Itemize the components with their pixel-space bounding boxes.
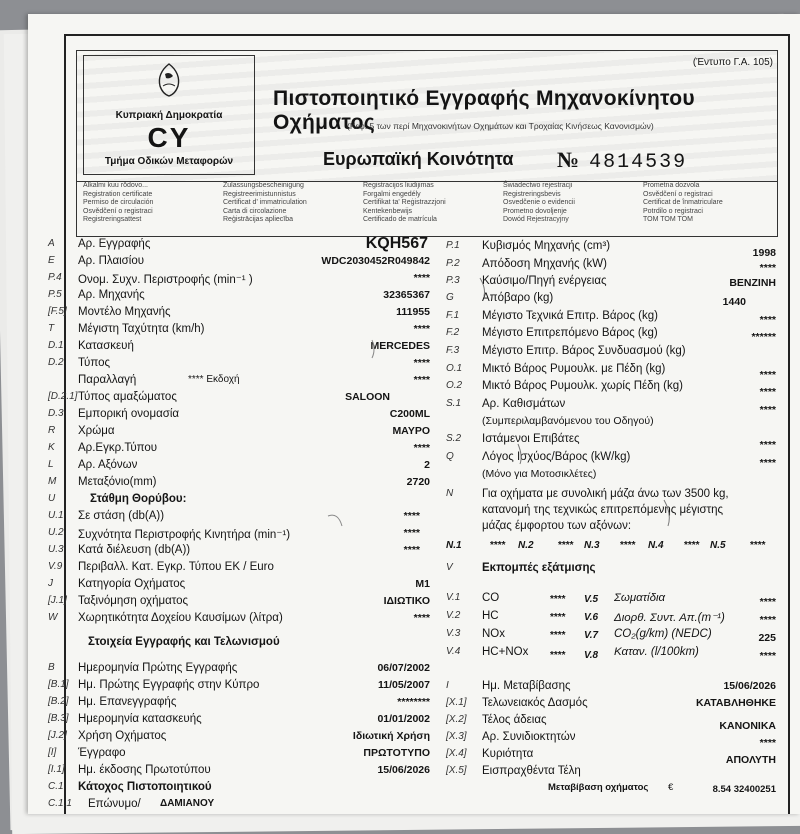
- registration-section-heading: Στοιχεία Εγγραφής και Τελωνισμού: [88, 636, 280, 648]
- axle-value: ****: [490, 540, 506, 551]
- registration-number: KQH567: [365, 235, 428, 252]
- field-label: Ημ. Μεταβίβασης: [482, 680, 571, 692]
- field-code: V.3: [446, 628, 461, 639]
- field-label: Μέγιστο Τεχνικά Επιτρ. Βάρος (kg): [482, 310, 658, 322]
- issuing-country: Κυπριακή Δημοκρατία: [115, 110, 223, 121]
- field-label: Μέγιστο Επιτρεπόμενο Βάρος (kg): [482, 327, 658, 339]
- field-value: ΙΔΙΩΤΙΚΟ: [383, 595, 430, 607]
- field-code: J: [48, 578, 53, 589]
- n-note-line: μάζας έμφορτου των αξόνων:: [482, 520, 632, 532]
- field-value: 01/01/2002: [377, 713, 430, 725]
- field-code: P.4: [48, 272, 62, 283]
- field-label: Εισπραχθέντα Τέλη: [482, 765, 581, 777]
- field-code: V.1: [446, 592, 461, 603]
- field-label: Χρώμα: [78, 425, 115, 437]
- field-label: Μεταξόνιο(mm): [78, 476, 157, 488]
- lang-text: Prometna dozvola: [643, 182, 700, 189]
- field-code: O.1: [446, 363, 463, 374]
- field-value: ****: [413, 612, 430, 624]
- field-code: [I.1]: [48, 764, 65, 775]
- certificate-number-value: 4814539: [589, 151, 688, 174]
- field-code: [X.5]: [446, 765, 467, 776]
- n-note-line: Για οχήματα με συνολική μάζα άνω των 3500 kg,: [482, 488, 729, 500]
- field-label: Απόβαρο (kg): [482, 292, 554, 304]
- lang-text: Kentekenbewijs: [363, 207, 413, 215]
- section-label-noise: Στάθμη Θορύβου:: [90, 493, 187, 505]
- field-code: W: [48, 612, 58, 623]
- field-label: Κατηγορία Οχήματος: [78, 578, 186, 590]
- field-label: Εμπορική ονομασία: [78, 408, 180, 420]
- field-value: 15/06/2026: [377, 764, 430, 776]
- lang-text: TOM TOM TOM: [643, 216, 693, 224]
- field-code: [J.1]: [48, 595, 67, 606]
- field-code: M: [48, 476, 57, 487]
- lang-text: Certificat de înmatriculare: [643, 199, 723, 207]
- field-value: C200ML: [389, 408, 430, 420]
- field-code: B: [48, 662, 55, 673]
- field-code: [X.3]: [446, 731, 467, 742]
- lang-text: Dowód Rejestracyjny: [503, 216, 569, 224]
- axle-code: N.3: [584, 540, 600, 551]
- field-label: Χρήση Οχήματος: [78, 730, 167, 742]
- field-label: Ημερομηνία Πρώτης Εγγραφής: [78, 662, 238, 674]
- field-code: V.7: [584, 630, 599, 641]
- axle-value: ****: [558, 540, 574, 551]
- handwritten-marks: [28, 14, 800, 814]
- lang-text: Zulassungsbescheinigung: [223, 182, 304, 189]
- field-code: P.5: [48, 289, 62, 300]
- field-code: [X.1]: [446, 697, 467, 708]
- field-label: Κατά διέλευση (db(A)): [78, 544, 191, 556]
- field-code: V.5: [584, 594, 599, 605]
- field-value: ****: [403, 527, 420, 539]
- field-code: K: [48, 442, 55, 453]
- field-value: MERCEDES: [370, 340, 430, 352]
- lang-text: Certificat d' immatriculation: [223, 199, 307, 207]
- field-label: Περιβαλλ. Κατ. Εγκρ. Τύπου ΕΚ / Euro: [78, 561, 274, 573]
- field-label: Τύπος: [78, 357, 111, 369]
- field-value: ΑΠΟΛΥΤΗ: [725, 754, 776, 766]
- field-code: S.1: [446, 398, 462, 409]
- lang-text: Certificado de matrícula: [363, 216, 437, 224]
- field-value: ****: [413, 272, 430, 284]
- field-label: Ονομ. Συχν. Περιστροφής (min⁻¹ ): [78, 274, 253, 286]
- field-label: Ημ. Επανεγγραφής: [78, 696, 177, 708]
- field-code: U: [48, 493, 56, 504]
- field-value: 111955: [396, 306, 430, 318]
- n-note-line: κατανομή της τεχνικώς επιτρεπόμενης μέγιστης: [482, 504, 724, 516]
- field-label: Μικτό Βάρος Ρυμουλκ. χωρίς Πέδη (kg): [482, 380, 683, 392]
- field-code: S.2: [446, 433, 462, 444]
- field-value: ΚΑΝΟΝΙΚΑ: [719, 720, 776, 732]
- axle-value: ****: [620, 540, 636, 551]
- field-value: ****: [550, 612, 566, 623]
- field-code: N: [446, 488, 454, 499]
- field-label: Απόδοση Μηχανής (kW): [482, 258, 607, 270]
- field-code: [J.2]: [48, 730, 67, 741]
- field-value: ****: [759, 369, 776, 381]
- lang-text: Permiso de circulación: [83, 199, 154, 207]
- field-label: Αρ. Συνιδιοκτητών: [482, 731, 576, 743]
- field-label: Ταξινόμηση οχήματος: [78, 595, 189, 607]
- field-value: ****: [550, 594, 566, 605]
- field-code: [D.2.1]: [48, 391, 78, 402]
- field-code: D.3: [48, 408, 64, 419]
- field-value: ********: [397, 696, 430, 708]
- field-value: ****: [759, 262, 776, 274]
- field-label: Καύσιμο/Πηγή ενέργειας: [482, 275, 607, 287]
- field-label: Σωματίδια: [614, 592, 666, 604]
- axle-code: N.1: [446, 540, 462, 551]
- field-code: O.2: [446, 380, 463, 391]
- field-code: U.2: [48, 527, 64, 538]
- field-code: V.4: [446, 646, 461, 657]
- lang-text: Osvědčení o registraci: [83, 207, 153, 215]
- lang-text: Świadectwo rejestracji: [503, 182, 573, 189]
- field-label: Ημερομηνία κατασκευής: [78, 713, 202, 725]
- lang-text: Reģistrācijas apliecība: [223, 216, 294, 224]
- lang-text: Potrdilo o registraci: [643, 207, 703, 215]
- axle-code: N.4: [648, 540, 664, 551]
- field-code: C.1: [48, 781, 64, 792]
- holder-surname: ΔΑΜΙΑΝΟΥ: [160, 798, 215, 809]
- field-label: Ημ. Πρώτης Εγγραφής στην Κύπρο: [78, 679, 260, 691]
- field-code: F.3: [446, 345, 460, 356]
- axle-code: N.2: [518, 540, 534, 551]
- field-value: 225: [758, 632, 776, 644]
- field-label: Αρ. Καθισμάτων: [482, 398, 566, 410]
- axle-code: N.5: [710, 540, 726, 551]
- field-label: Τέλος άδειας: [482, 714, 547, 726]
- field-label: Μοντέλο Μηχανής: [78, 306, 171, 318]
- field-code: Q: [446, 451, 454, 462]
- field-code: C.1.1: [48, 798, 72, 809]
- field-value: ****: [413, 323, 430, 335]
- field-code: [B.1]: [48, 679, 69, 690]
- field-label: Έγγραφο: [78, 747, 126, 759]
- field-label: NOx: [482, 628, 505, 640]
- field-label: Αρ.Εγκρ.Τύπου: [78, 442, 158, 454]
- field-label: Κυριότητα: [482, 748, 534, 760]
- field-value: 11/05/2007: [378, 679, 430, 691]
- field-code: P.2: [446, 258, 460, 269]
- field-label: Ημ. έκδοσης Πρωτοτύπου: [78, 764, 211, 776]
- field-label: Διορθ. Συντ. Απ.(m⁻¹): [614, 612, 725, 624]
- field-value: ****: [759, 596, 776, 608]
- field-value: ****: [759, 314, 776, 326]
- transfer-fee-amount: 8.54 32400251: [712, 784, 776, 795]
- field-code: U.1: [48, 510, 64, 521]
- transfer-fee-label: Μεταβίβαση οχήματος: [548, 782, 649, 793]
- field-code: D.2: [48, 357, 64, 368]
- field-code: V: [446, 562, 453, 573]
- certificate-title: Πιστοποιητικό Εγγραφής Μηχανοκίνητου Οχήματος: [273, 87, 695, 134]
- lang-text: Forgalmi engedély: [363, 190, 421, 198]
- field-value: ΠΡΩΤΟΤΥΠΟ: [363, 747, 430, 759]
- currency-symbol: €: [668, 782, 674, 793]
- field-label: Επώνυμο/: [88, 798, 141, 810]
- field-label: Μικτό Βάρος Ρυμουλκ. με Πέδη (kg): [482, 363, 666, 375]
- lang-text: Registracijos liudijimas: [363, 182, 434, 189]
- field-value: ****: [759, 439, 776, 451]
- field-label: HC+NOx: [482, 646, 529, 658]
- field-value: ****: [550, 650, 566, 661]
- field-value: ΜΑΥΡΟ: [392, 425, 430, 437]
- field-value: 2: [424, 459, 430, 471]
- lang-text: Registreerimistunnistus: [223, 190, 296, 198]
- field-label: CO: [482, 592, 500, 604]
- field-value: ****: [413, 442, 430, 454]
- field-value: ****: [759, 737, 776, 749]
- field-label: Αρ. Πλαισίου: [78, 255, 145, 267]
- eu-label: Ευρωπαϊκή Κοινότητα: [323, 149, 514, 169]
- field-value: 1998: [752, 247, 776, 259]
- field-code: P.1: [446, 240, 460, 251]
- field-code: [I]: [48, 747, 57, 758]
- field-code: F.1: [446, 310, 460, 321]
- field-value: M1: [415, 578, 430, 590]
- field-label: Κάτοχος Πιστοποιητικού: [78, 781, 212, 793]
- field-value: 06/07/2002: [377, 662, 430, 674]
- field-value: ****: [413, 374, 430, 386]
- field-value: 15/06/2026: [723, 680, 776, 692]
- field-value: 1440: [722, 296, 746, 308]
- variant-extra: **** Εκδοχή: [188, 374, 240, 385]
- field-code: [X.4]: [446, 748, 467, 759]
- field-code: T: [48, 323, 55, 334]
- lang-text: Registreringsattest: [83, 216, 142, 224]
- field-label: Τελωνειακός Δασμός: [482, 697, 588, 709]
- lang-text: Alkalmi kuu rōdovo...: [83, 182, 148, 189]
- field-code: A: [48, 238, 55, 249]
- lang-text: Carta di circolazione: [223, 207, 287, 215]
- field-value: ****: [759, 404, 776, 416]
- field-label: Σε στάση (db(A)): [78, 510, 165, 522]
- field-label: Τύπος αμαξώματος: [78, 391, 177, 403]
- field-code: V.9: [48, 561, 63, 572]
- field-label: Ιστάμενοι Επιβάτες: [482, 433, 580, 445]
- field-code: [B.2]: [48, 696, 69, 707]
- form-number: (Έντυπο Γ.Α. 105): [692, 57, 773, 68]
- field-code: G: [446, 292, 454, 303]
- field-label: Μέγιστο Επιτρ. Βάρος Συνδυασμού (kg): [482, 345, 686, 357]
- field-label: (Συμπεριλαμβανόμενου του Οδηγού): [482, 415, 654, 427]
- field-code: V.8: [584, 650, 599, 661]
- registration-certificate: [28, 14, 800, 814]
- field-label: HC: [482, 610, 499, 622]
- field-code: L: [48, 459, 54, 470]
- field-code: P.3: [446, 275, 460, 286]
- field-code: V.2: [446, 610, 461, 621]
- field-label: Κατασκευή: [78, 340, 134, 352]
- field-value: 2720: [406, 476, 430, 488]
- field-value: ****: [759, 386, 776, 398]
- field-label: CO₂(g/km) (NEDC): [614, 628, 712, 640]
- field-value: Ιδιωτική Χρήση: [352, 730, 430, 742]
- field-code: D.1: [48, 340, 64, 351]
- field-code: R: [48, 425, 56, 436]
- field-value: ****: [759, 614, 776, 626]
- field-label: Παραλλαγή: [78, 374, 137, 386]
- lang-text: Registration certificate: [83, 190, 153, 198]
- field-label: Αρ. Μηχανής: [78, 289, 145, 301]
- lang-text: Prometno dovoljenje: [503, 207, 567, 215]
- lang-text: Osvedčenie o evidencii: [503, 199, 575, 207]
- number-sign: №: [557, 147, 582, 172]
- field-label: Χωρητικότητα Δοχείου Καυσίμων (λίτρα): [78, 612, 283, 624]
- field-code: E: [48, 255, 55, 266]
- field-value: ****: [550, 630, 566, 641]
- certificate-subtitle: (Κεφ. 5 των περί Μηχανοκινήτων Οχημάτων και Τροχαίας Κινήσεως Κανονισμών): [347, 121, 654, 131]
- field-code: [B.3]: [48, 713, 69, 724]
- field-value: WDC2030452R049842: [321, 255, 430, 267]
- axle-value: ****: [750, 540, 766, 551]
- field-code: [F.5]: [48, 306, 67, 317]
- field-value: SALOON: [345, 391, 390, 403]
- field-code: F.2: [446, 327, 460, 338]
- field-value: ****: [759, 457, 776, 469]
- field-label: Κυβισμός Μηχανής (cm³): [482, 240, 611, 252]
- field-label: Συχνότητα Περιστροφής Κινητήρα (min⁻¹): [78, 529, 291, 541]
- field-value: ****: [403, 510, 420, 522]
- country-code: CY: [147, 122, 191, 153]
- field-label: Αρ. Εγγραφής: [78, 238, 151, 250]
- field-code: U.3: [48, 544, 64, 555]
- emissions-heading: Εκπομπές εξάτμισης: [482, 562, 596, 574]
- axle-value: ****: [684, 540, 700, 551]
- field-code: I: [446, 680, 449, 691]
- field-value: ΚΑΤΑΒΛΗΘΗΚΕ: [695, 697, 776, 709]
- field-value: ****: [759, 650, 776, 662]
- field-label: Μέγιστη Ταχύτητα (km/h): [78, 323, 205, 335]
- field-value: ****: [413, 357, 430, 369]
- lang-text: Osvědčení o registraci: [643, 190, 713, 198]
- field-value: ****: [403, 544, 420, 556]
- field-value: ******: [751, 331, 776, 343]
- field-label: (Μόνο για Μοτοσικλέτες): [482, 468, 597, 480]
- field-label: Αρ. Αξόνων: [78, 459, 138, 471]
- lang-text: Certifikat ta' Reġistrazzjoni: [363, 199, 446, 207]
- lang-text: Registreringsbevis: [503, 190, 561, 198]
- issuing-department: Τμήμα Οδικών Μεταφορών: [104, 156, 234, 167]
- field-code: [X.2]: [446, 714, 467, 725]
- field-value: 32365367: [383, 289, 430, 301]
- field-code: V.6: [584, 612, 599, 623]
- field-label: Καταν. (l/100km): [614, 646, 699, 658]
- field-label: Λόγος Ισχύος/Βάρος (kW/kg): [482, 451, 631, 463]
- field-value: ΒΕΝΖΙΝΗ: [729, 277, 776, 289]
